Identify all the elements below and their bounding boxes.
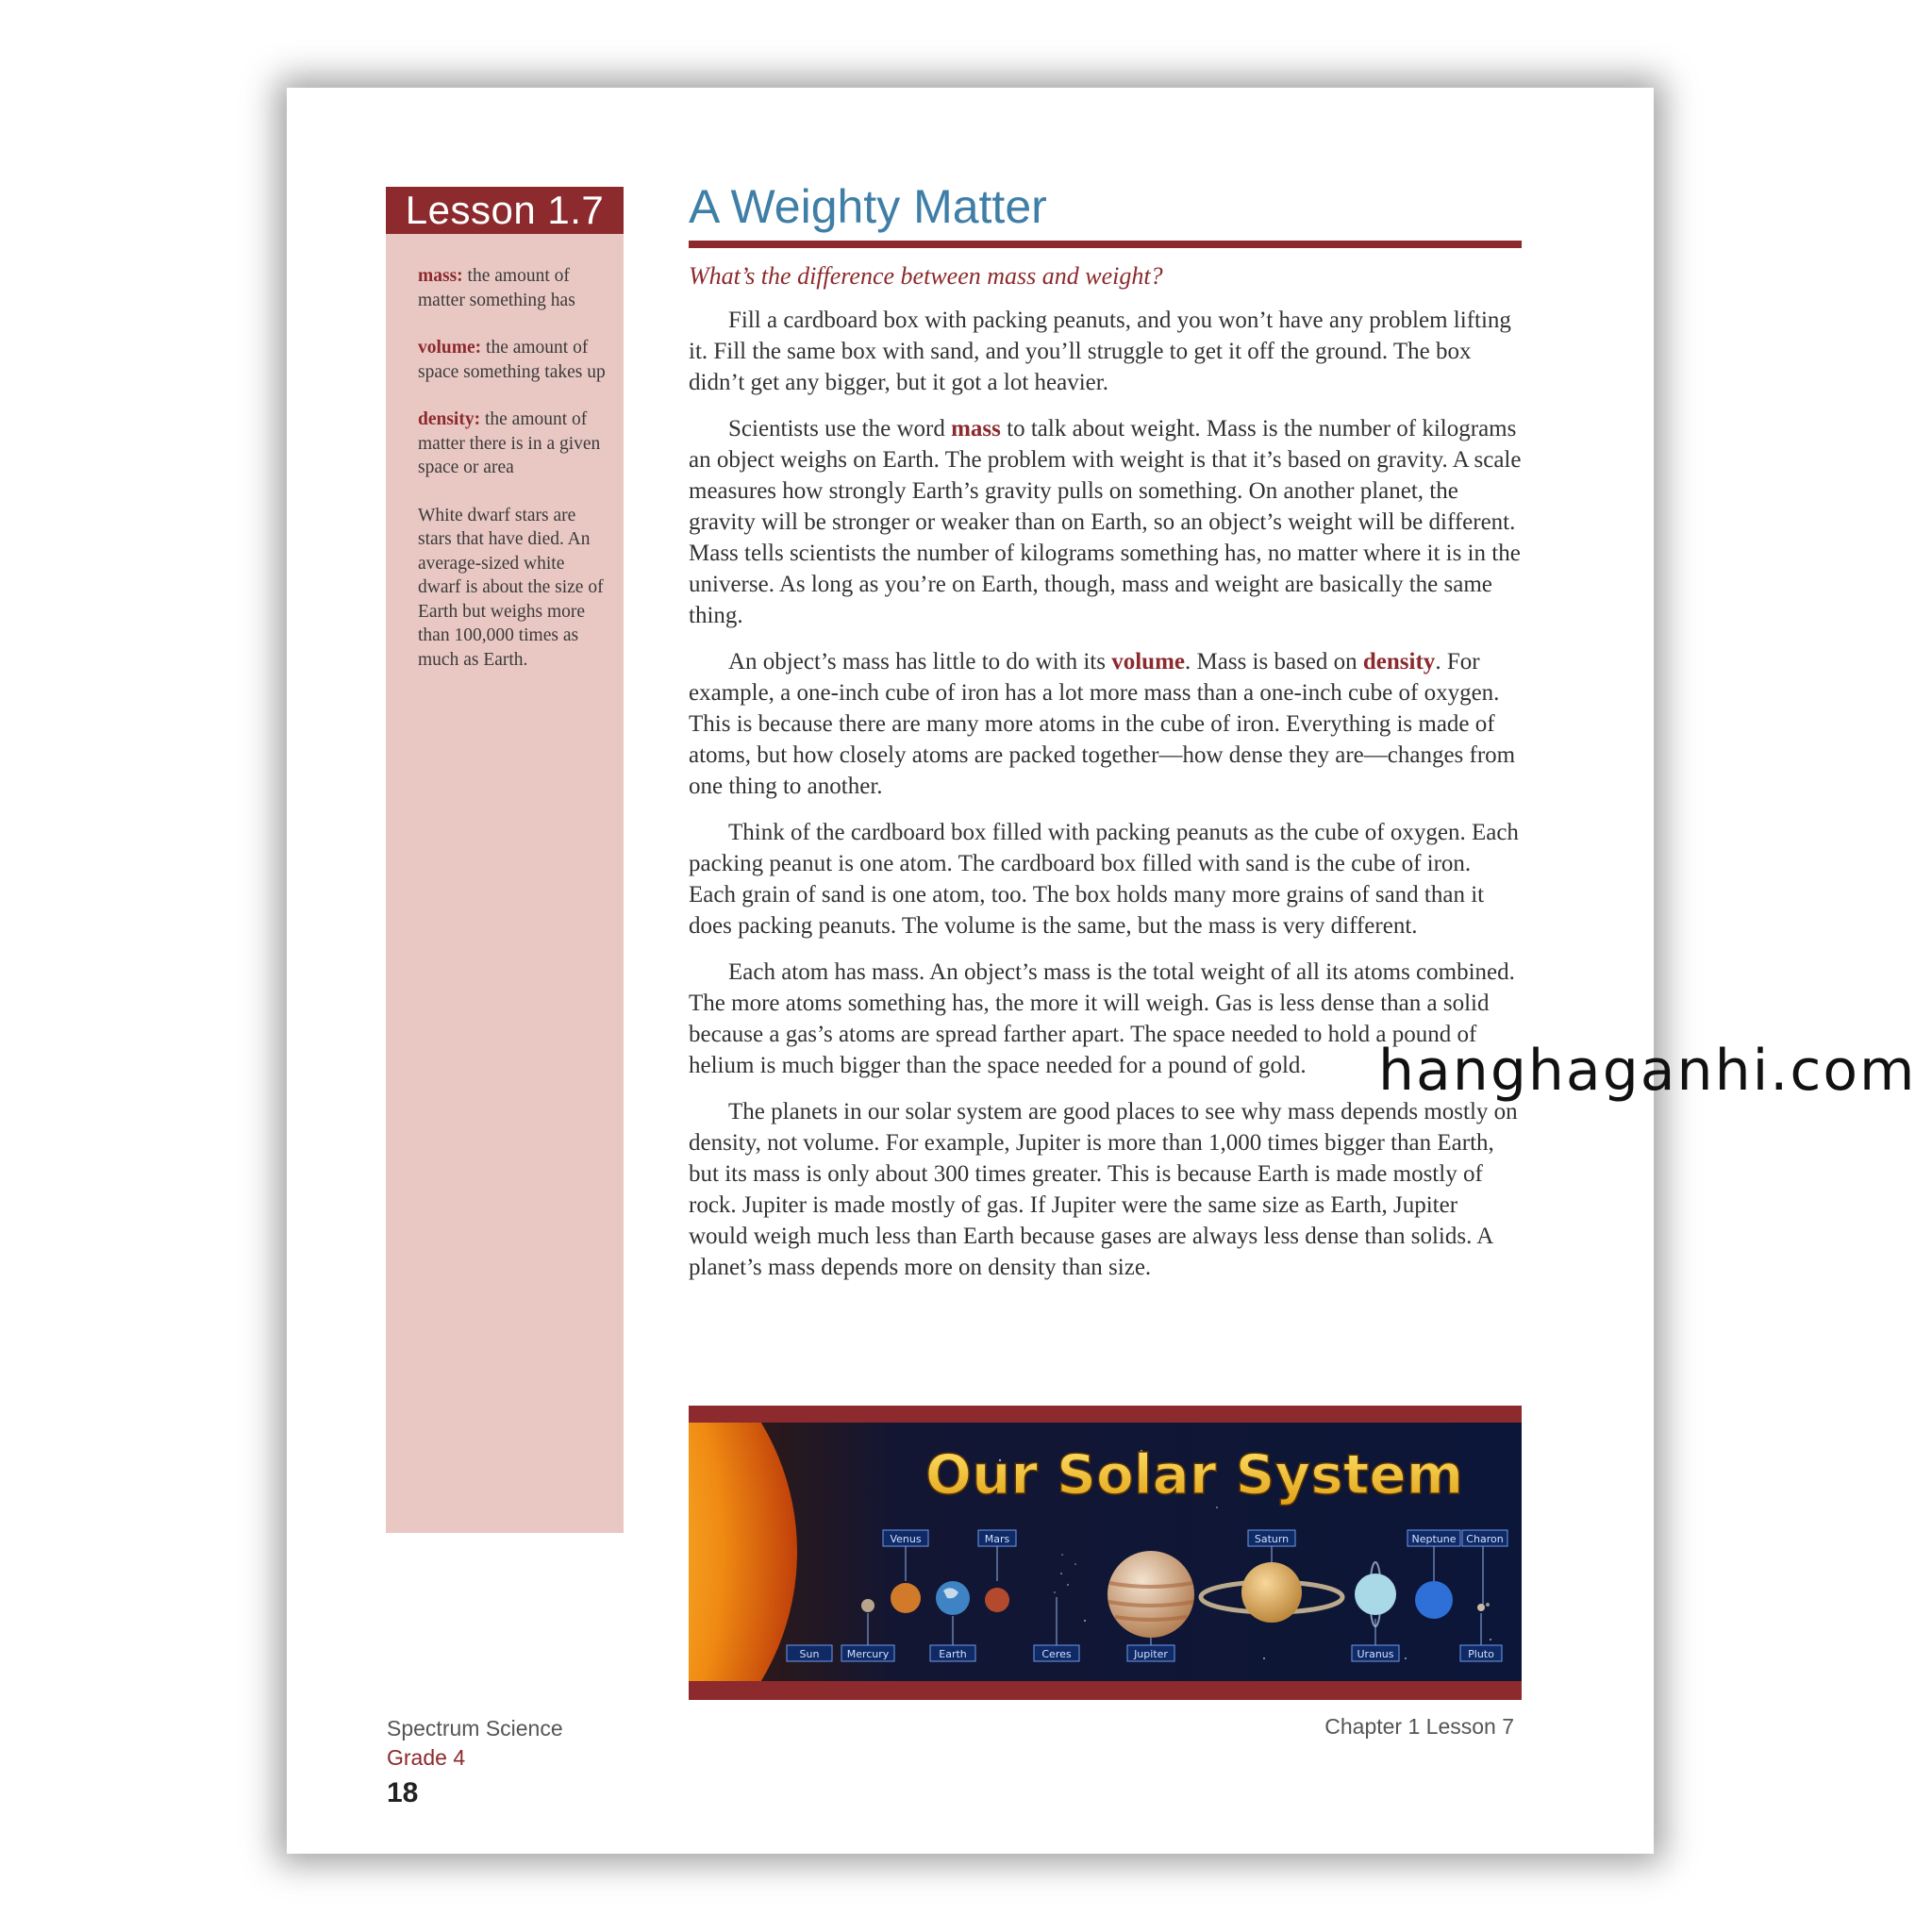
label-ceres: Ceres xyxy=(1041,1648,1072,1660)
page-title: A Weighty Matter xyxy=(689,180,1047,233)
mars-icon xyxy=(985,1588,1009,1612)
workbook-page xyxy=(287,88,1917,1854)
label-sun: Sun xyxy=(799,1648,820,1660)
label-earth: Earth xyxy=(939,1648,967,1660)
text-run: to talk about weight. Mass is the number of kilograms an object weighs on Earth. The problem with weight is that it’s based on gravity. A scale measures how strongly Earth’s gravity pulls on something. On another planet, the gravity will be stronger or weaker than on Earth, so an object’s weight will be different. Mass tells scientists the number of kilograms something has, no matter where it is in the universe. As long as you’re on Earth, though, mass and weight are basically the same thing. xyxy=(689,416,1522,628)
label-uranus: Uranus xyxy=(1357,1648,1394,1660)
paragraph-4: Think of the cardboard box filled with packing peanuts as the cube of oxygen. Each packing peanut is one atom. The cardboard box filled with sand is the cube of iron. Each grain of sand is one atom, too. The box holds many more grains of sand than it does packing peanuts. The volume is the same, but the mass is very different. xyxy=(689,820,1519,939)
definition-text: the amount of matter something has xyxy=(418,266,575,310)
banner-title: Our Solar System xyxy=(924,1442,1464,1507)
paragraph-1: Fill a cardboard box with packing peanuts, and you won’t have any problem lifting it. Fill the same box with sand, and you’ll struggle to get it off the ground. The box didn’t get any bigger, but it got a lot heavier. xyxy=(689,308,1511,395)
mercury-icon xyxy=(861,1599,874,1612)
saturn-icon xyxy=(1241,1562,1302,1623)
guiding-question: What’s the difference between mass and weight? xyxy=(689,262,1163,290)
term-mass: mass: xyxy=(418,266,463,286)
term-volume: volume: xyxy=(418,338,482,358)
text-run: . Mass is based on xyxy=(1185,649,1363,675)
uranus-icon xyxy=(1355,1574,1396,1615)
venus-icon xyxy=(891,1583,921,1613)
title-rule xyxy=(689,241,1522,248)
neptune-icon xyxy=(1415,1581,1453,1619)
term-density: density: xyxy=(418,409,481,429)
text-run: . For example, a one-inch cube of iron has a lot more mass than a one-inch cube of oxygen. This is because there are many more atoms in the cube of iron. Everything is made of atoms, but how closely atoms are packed together—how dense they are—changes from one thing to another. xyxy=(689,649,1516,799)
paragraph-5: Each atom has mass. An object’s mass is the total weight of all its atoms combined. The more atoms something has, the more it will weigh. Gas is less dense than a solid because a gas’s atoms are spread farther apart. The space needed to hold a pound of helium is much bigger than the space needed for a pound of gold. xyxy=(689,959,1515,1078)
label-mercury: Mercury xyxy=(846,1648,890,1660)
text-run: An object’s mass has little to do with its xyxy=(728,649,1112,675)
paragraph-6: The planets in our solar system are good places to see why mass depends mostly on density, not volume. For example, Jupiter is more than 1,000 times bigger than Earth, but its mass is only about 300 times greater. This is because Earth is made mostly of rock. Jupiter is made mostly of gas. If Jupiter were the same size as Earth, Jupiter would weigh much less than Earth because gases are always less dense than solids. A planet’s mass depends more on density than size. xyxy=(689,1099,1518,1280)
sidebar-fact: White dwarf stars are stars that have died. An average-sized white dwarf is about the size of Earth but weighs more than 100,000 times as much as Earth. xyxy=(418,505,604,670)
pluto-icon xyxy=(1477,1604,1485,1611)
label-jupiter: Jupiter xyxy=(1134,1648,1168,1660)
definition-density xyxy=(418,408,607,480)
footer-grade: Grade 4 xyxy=(387,1745,466,1770)
definition-volume xyxy=(418,336,607,384)
page-number: 18 xyxy=(387,1777,419,1808)
footer-left xyxy=(387,1714,563,1807)
definition-text: the amount of matter there is in a given space or area xyxy=(418,409,601,477)
lesson-label: Lesson 1.7 xyxy=(386,187,624,234)
definition-mass xyxy=(418,264,607,312)
footer-series: Spectrum Science xyxy=(387,1716,563,1740)
earth-icon xyxy=(936,1581,970,1615)
charon-icon xyxy=(1486,1603,1490,1607)
jupiter-icon xyxy=(1108,1551,1194,1638)
label-saturn: Saturn xyxy=(1254,1533,1290,1545)
solar-system-illustration xyxy=(689,1423,1522,1681)
vocab-mass: mass xyxy=(951,416,1001,441)
footer-chapter: Chapter 1 Lesson 7 xyxy=(1324,1714,1514,1739)
main-text xyxy=(689,260,1522,1298)
vocab-volume: volume xyxy=(1111,649,1186,675)
paragraph-2 xyxy=(689,413,1522,631)
label-pluto: Pluto xyxy=(1468,1648,1494,1660)
label-charon: Charon xyxy=(1466,1533,1504,1545)
watermark: hanghaganhi.com xyxy=(1378,1038,1917,1104)
text-run: Scientists use the word xyxy=(728,416,952,441)
solar-system-banner xyxy=(689,1406,1522,1700)
label-venus: Venus xyxy=(890,1533,922,1545)
sidebar-content xyxy=(418,264,607,695)
label-mars: Mars xyxy=(984,1533,1010,1545)
vocab-density: density xyxy=(1362,649,1436,675)
label-neptune: Neptune xyxy=(1411,1533,1457,1545)
paragraph-3 xyxy=(689,646,1522,802)
definition-text: the amount of space something takes up xyxy=(418,338,606,382)
